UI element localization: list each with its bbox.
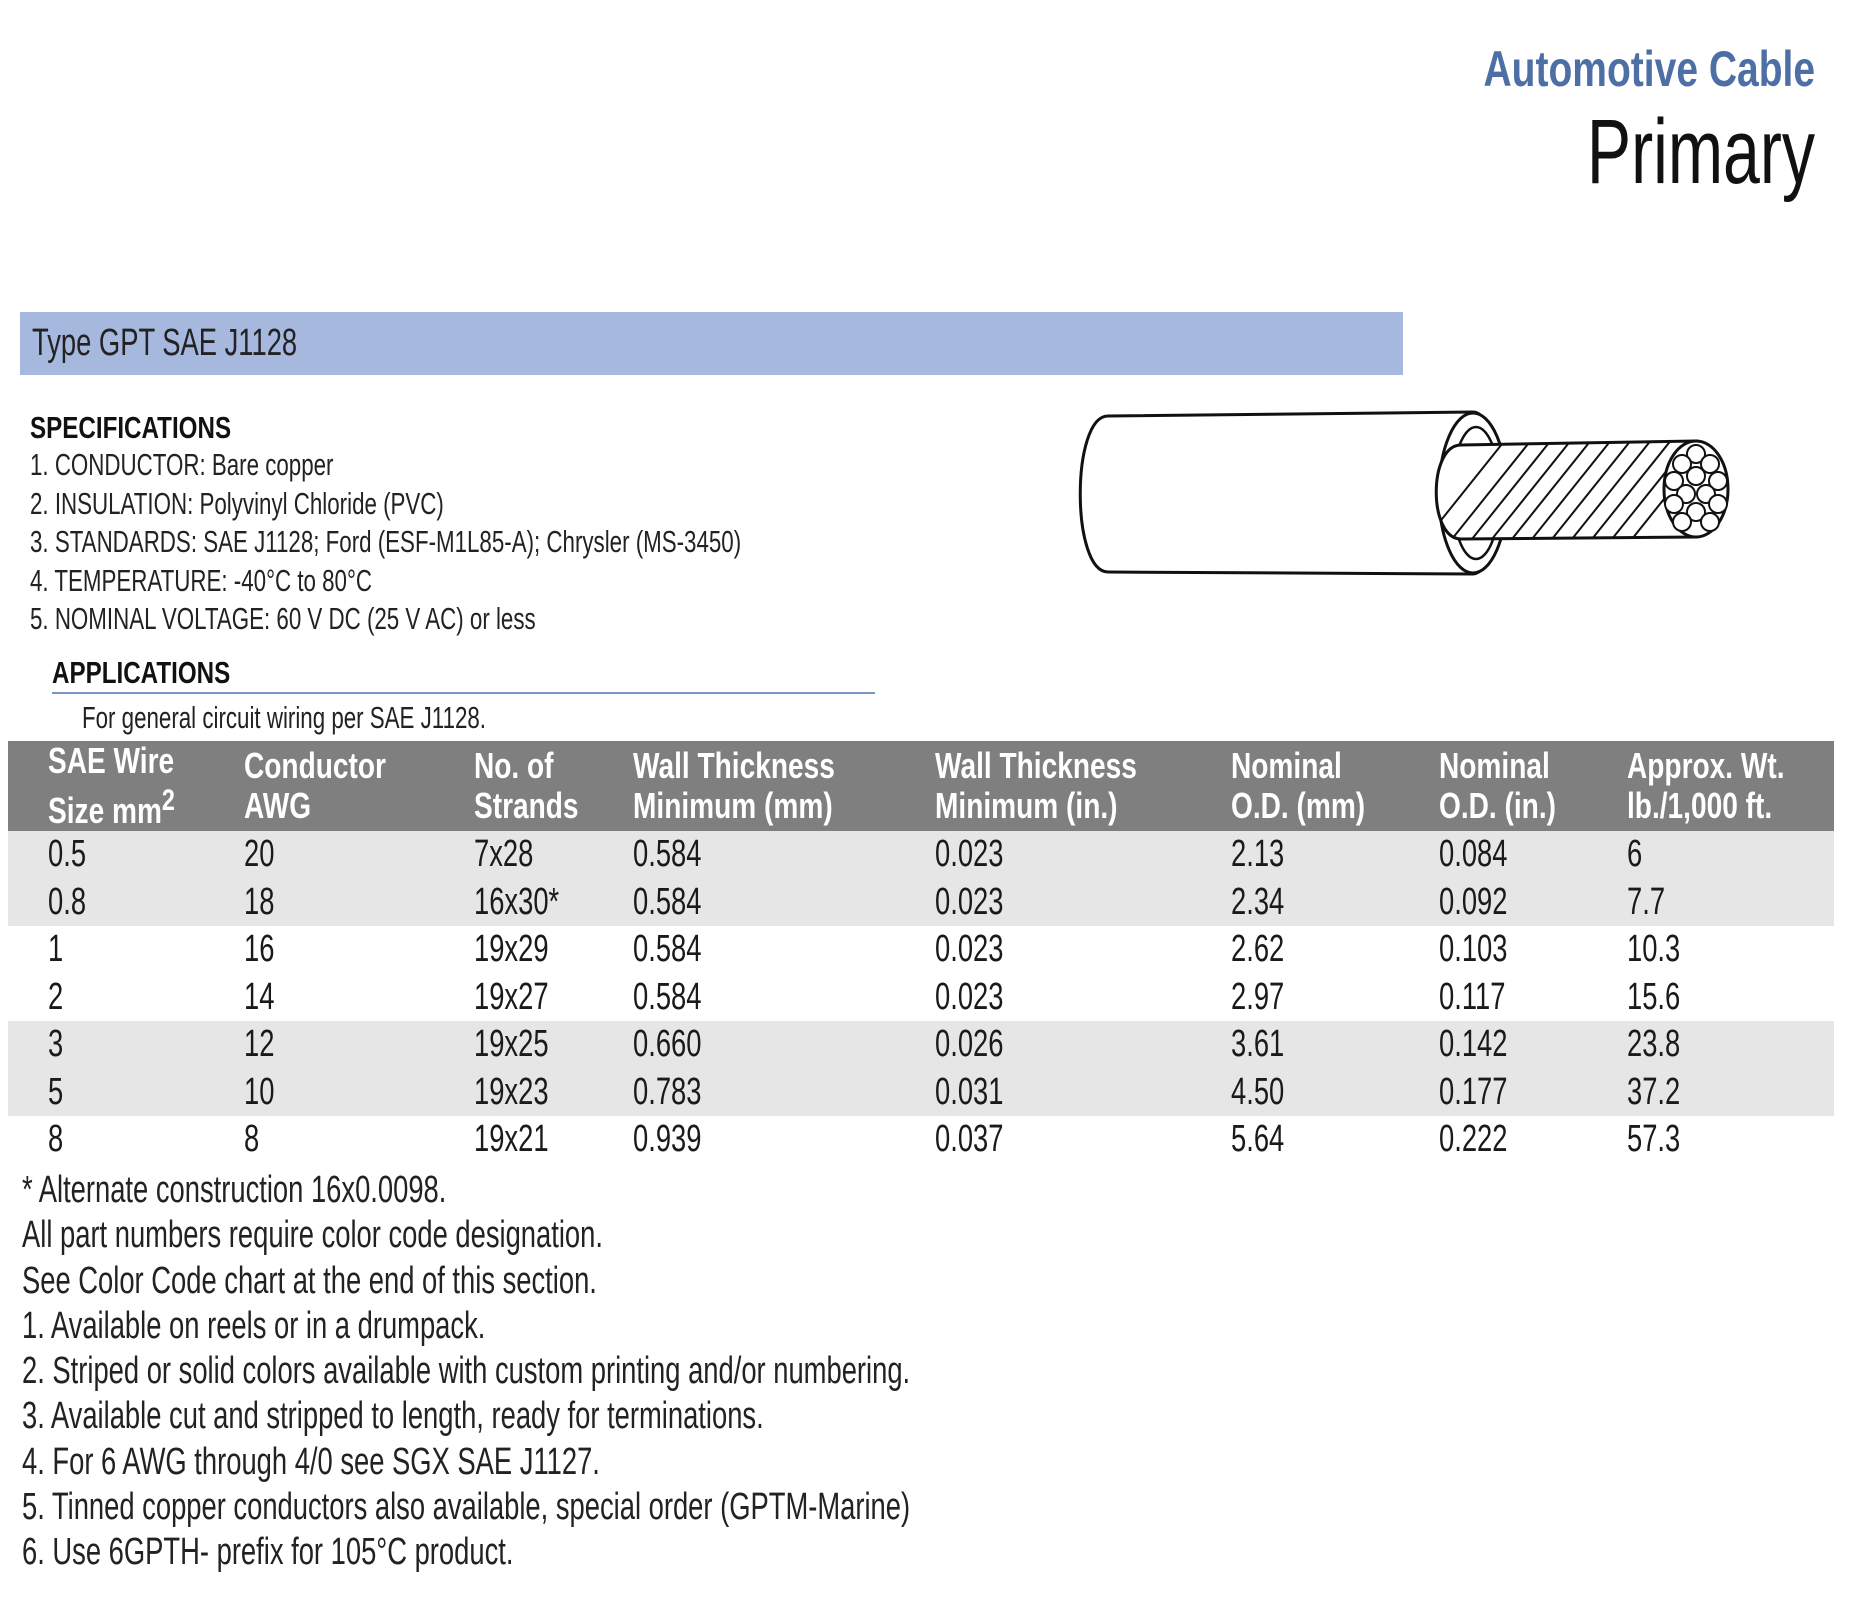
table-cell: 0.584 — [633, 928, 702, 971]
col-header-wall-in: Wall Thickness Minimum (in.) — [935, 741, 1231, 831]
table-cell: 19x29 — [474, 928, 549, 971]
applications-text: For general circuit wiring per SAE J1128. — [82, 700, 487, 735]
table-cell: 20 — [244, 831, 474, 879]
note-item: 3. Available cut and stripped to length, ready for terminations. — [22, 1395, 764, 1438]
table-cell: 0.177 — [1439, 1069, 1627, 1117]
table-cell: 7x28 — [474, 831, 633, 879]
table-row — [8, 879, 1834, 927]
table-cell: 15.6 — [1627, 975, 1681, 1018]
note-item: All part numbers require color code designation. — [22, 1214, 603, 1257]
table-cell: 2.34 — [1231, 879, 1439, 927]
header — [1390, 40, 1815, 205]
spec-item: 4. TEMPERATURE: -40°C to 80°C — [30, 562, 373, 598]
table-cell: 8 — [244, 1118, 260, 1161]
cable-spec-table — [8, 741, 1834, 1164]
notes-section — [22, 1168, 1422, 1576]
table-cell: 12 — [244, 1021, 474, 1069]
applications-heading: APPLICATIONS — [52, 655, 875, 694]
note-item: See Color Code chart at the end of this section. — [22, 1259, 597, 1302]
table-cell: 0.584 — [633, 879, 935, 927]
specifications-heading: SPECIFICATIONS — [30, 410, 232, 445]
table-cell: 0.584 — [633, 975, 702, 1018]
table-cell: 8 — [48, 1118, 64, 1161]
note-item: * Alternate construction 16x0.0098. — [22, 1169, 447, 1211]
table-cell: 0.023 — [935, 928, 1004, 971]
table-cell: 5 — [8, 1069, 244, 1117]
col-header-od-mm: Nominal O.D. (mm) — [1231, 741, 1439, 831]
table-cell: 1 — [48, 928, 64, 971]
table-cell: 5.64 — [1231, 1118, 1285, 1161]
table-row — [8, 1069, 1834, 1117]
table-cell: 19x27 — [474, 975, 549, 1018]
spec-item: 3. STANDARDS: SAE J1128; Ford (ESF-M1L85-A); Chrysler (MS-3450) — [30, 524, 742, 559]
table-cell: 7.7 — [1627, 879, 1834, 927]
col-header-awg: Conductor AWG — [244, 741, 474, 831]
page-title: Primary — [1586, 101, 1815, 203]
table-cell: 0.026 — [935, 1021, 1231, 1069]
table-cell: 14 — [244, 975, 275, 1018]
table-row — [8, 831, 1834, 879]
table-cell: 0.031 — [935, 1069, 1231, 1117]
spec-item: 1. CONDUCTOR: Bare copper — [30, 447, 334, 482]
table-cell: 3.61 — [1231, 1021, 1439, 1069]
note-item: 2. Striped or solid colors available with custom printing and/or numbering. — [22, 1350, 911, 1393]
table-cell: 2.13 — [1231, 831, 1439, 879]
spec-item: 5. NOMINAL VOLTAGE: 60 V DC (25 V AC) or less — [30, 601, 536, 636]
table-cell: 18 — [244, 879, 474, 927]
table-row — [8, 1021, 1834, 1069]
table-cell: 0.023 — [935, 831, 1231, 879]
spec-item: 2. INSULATION: Polyvinyl Chloride (PVC) — [30, 485, 444, 521]
table-row — [8, 974, 1834, 1022]
table-cell: 0.8 — [8, 879, 244, 927]
table-cell: 0.142 — [1439, 1021, 1627, 1069]
table-cell: 0.939 — [633, 1118, 702, 1161]
table-cell: 0.023 — [935, 975, 1004, 1018]
table-cell: 3 — [8, 1021, 244, 1069]
table-cell: 23.8 — [1627, 1021, 1834, 1069]
note-item: 5. Tinned copper conductors also available, special order (GPTM-Marine) — [22, 1486, 911, 1529]
table-cell: 2.97 — [1231, 975, 1285, 1018]
specifications-section — [30, 410, 930, 639]
table-cell: 0.037 — [935, 1118, 1004, 1161]
table-cell: 57.3 — [1627, 1118, 1681, 1161]
note-item: 4. For 6 AWG through 4/0 see SGX SAE J1127. — [22, 1440, 600, 1483]
col-header-od-in: Nominal O.D. (in.) — [1439, 741, 1627, 831]
table-cell: 0.092 — [1439, 879, 1627, 927]
note-item: 6. Use 6GPTH- prefix for 105°C product. — [22, 1531, 514, 1574]
table-cell: 4.50 — [1231, 1069, 1439, 1117]
table-cell: 0.5 — [8, 831, 244, 879]
table-cell: 6 — [1627, 831, 1834, 879]
table-cell: 19x21 — [474, 1118, 549, 1161]
applications-section — [52, 655, 875, 736]
type-label: Type GPT SAE J1128 — [32, 322, 298, 364]
table-row — [8, 926, 1834, 974]
col-header-strands: No. of Strands — [474, 741, 633, 831]
table-cell: 19x25 — [474, 1021, 633, 1069]
table-cell: 37.2 — [1627, 1069, 1834, 1117]
table-cell: 16x30* — [474, 879, 633, 927]
note-item: 1. Available on reels or in a drumpack. — [22, 1304, 486, 1347]
table-cell: 0.783 — [633, 1069, 935, 1117]
table-row — [8, 1116, 1834, 1164]
table-cell: 0.023 — [935, 879, 1231, 927]
table-cell: 0.222 — [1439, 1118, 1508, 1161]
table-cell: 10 — [244, 1069, 474, 1117]
col-header-weight: Approx. Wt. lb./1,000 ft. — [1627, 741, 1834, 831]
table-header-row — [8, 741, 1834, 831]
table-cell: 2 — [48, 975, 64, 1018]
cable-icon — [1068, 404, 1798, 584]
col-header-wall-mm: Wall Thickness Minimum (mm) — [633, 741, 935, 831]
table-cell: 2.62 — [1231, 928, 1285, 971]
type-banner — [20, 312, 1403, 375]
table-cell: 19x23 — [474, 1069, 633, 1117]
product-category: Automotive Cable — [1483, 41, 1815, 97]
col-header-wire-size: SAE Wire Size $mm^2$ — [8, 741, 244, 831]
table-cell: 0.117 — [1439, 975, 1506, 1018]
table-cell: 0.584 — [633, 831, 935, 879]
table-cell: 0.103 — [1439, 928, 1508, 971]
table-cell: 16 — [244, 928, 275, 971]
table-cell: 0.084 — [1439, 831, 1627, 879]
table-cell: 10.3 — [1627, 928, 1681, 971]
table-cell: 0.660 — [633, 1021, 935, 1069]
